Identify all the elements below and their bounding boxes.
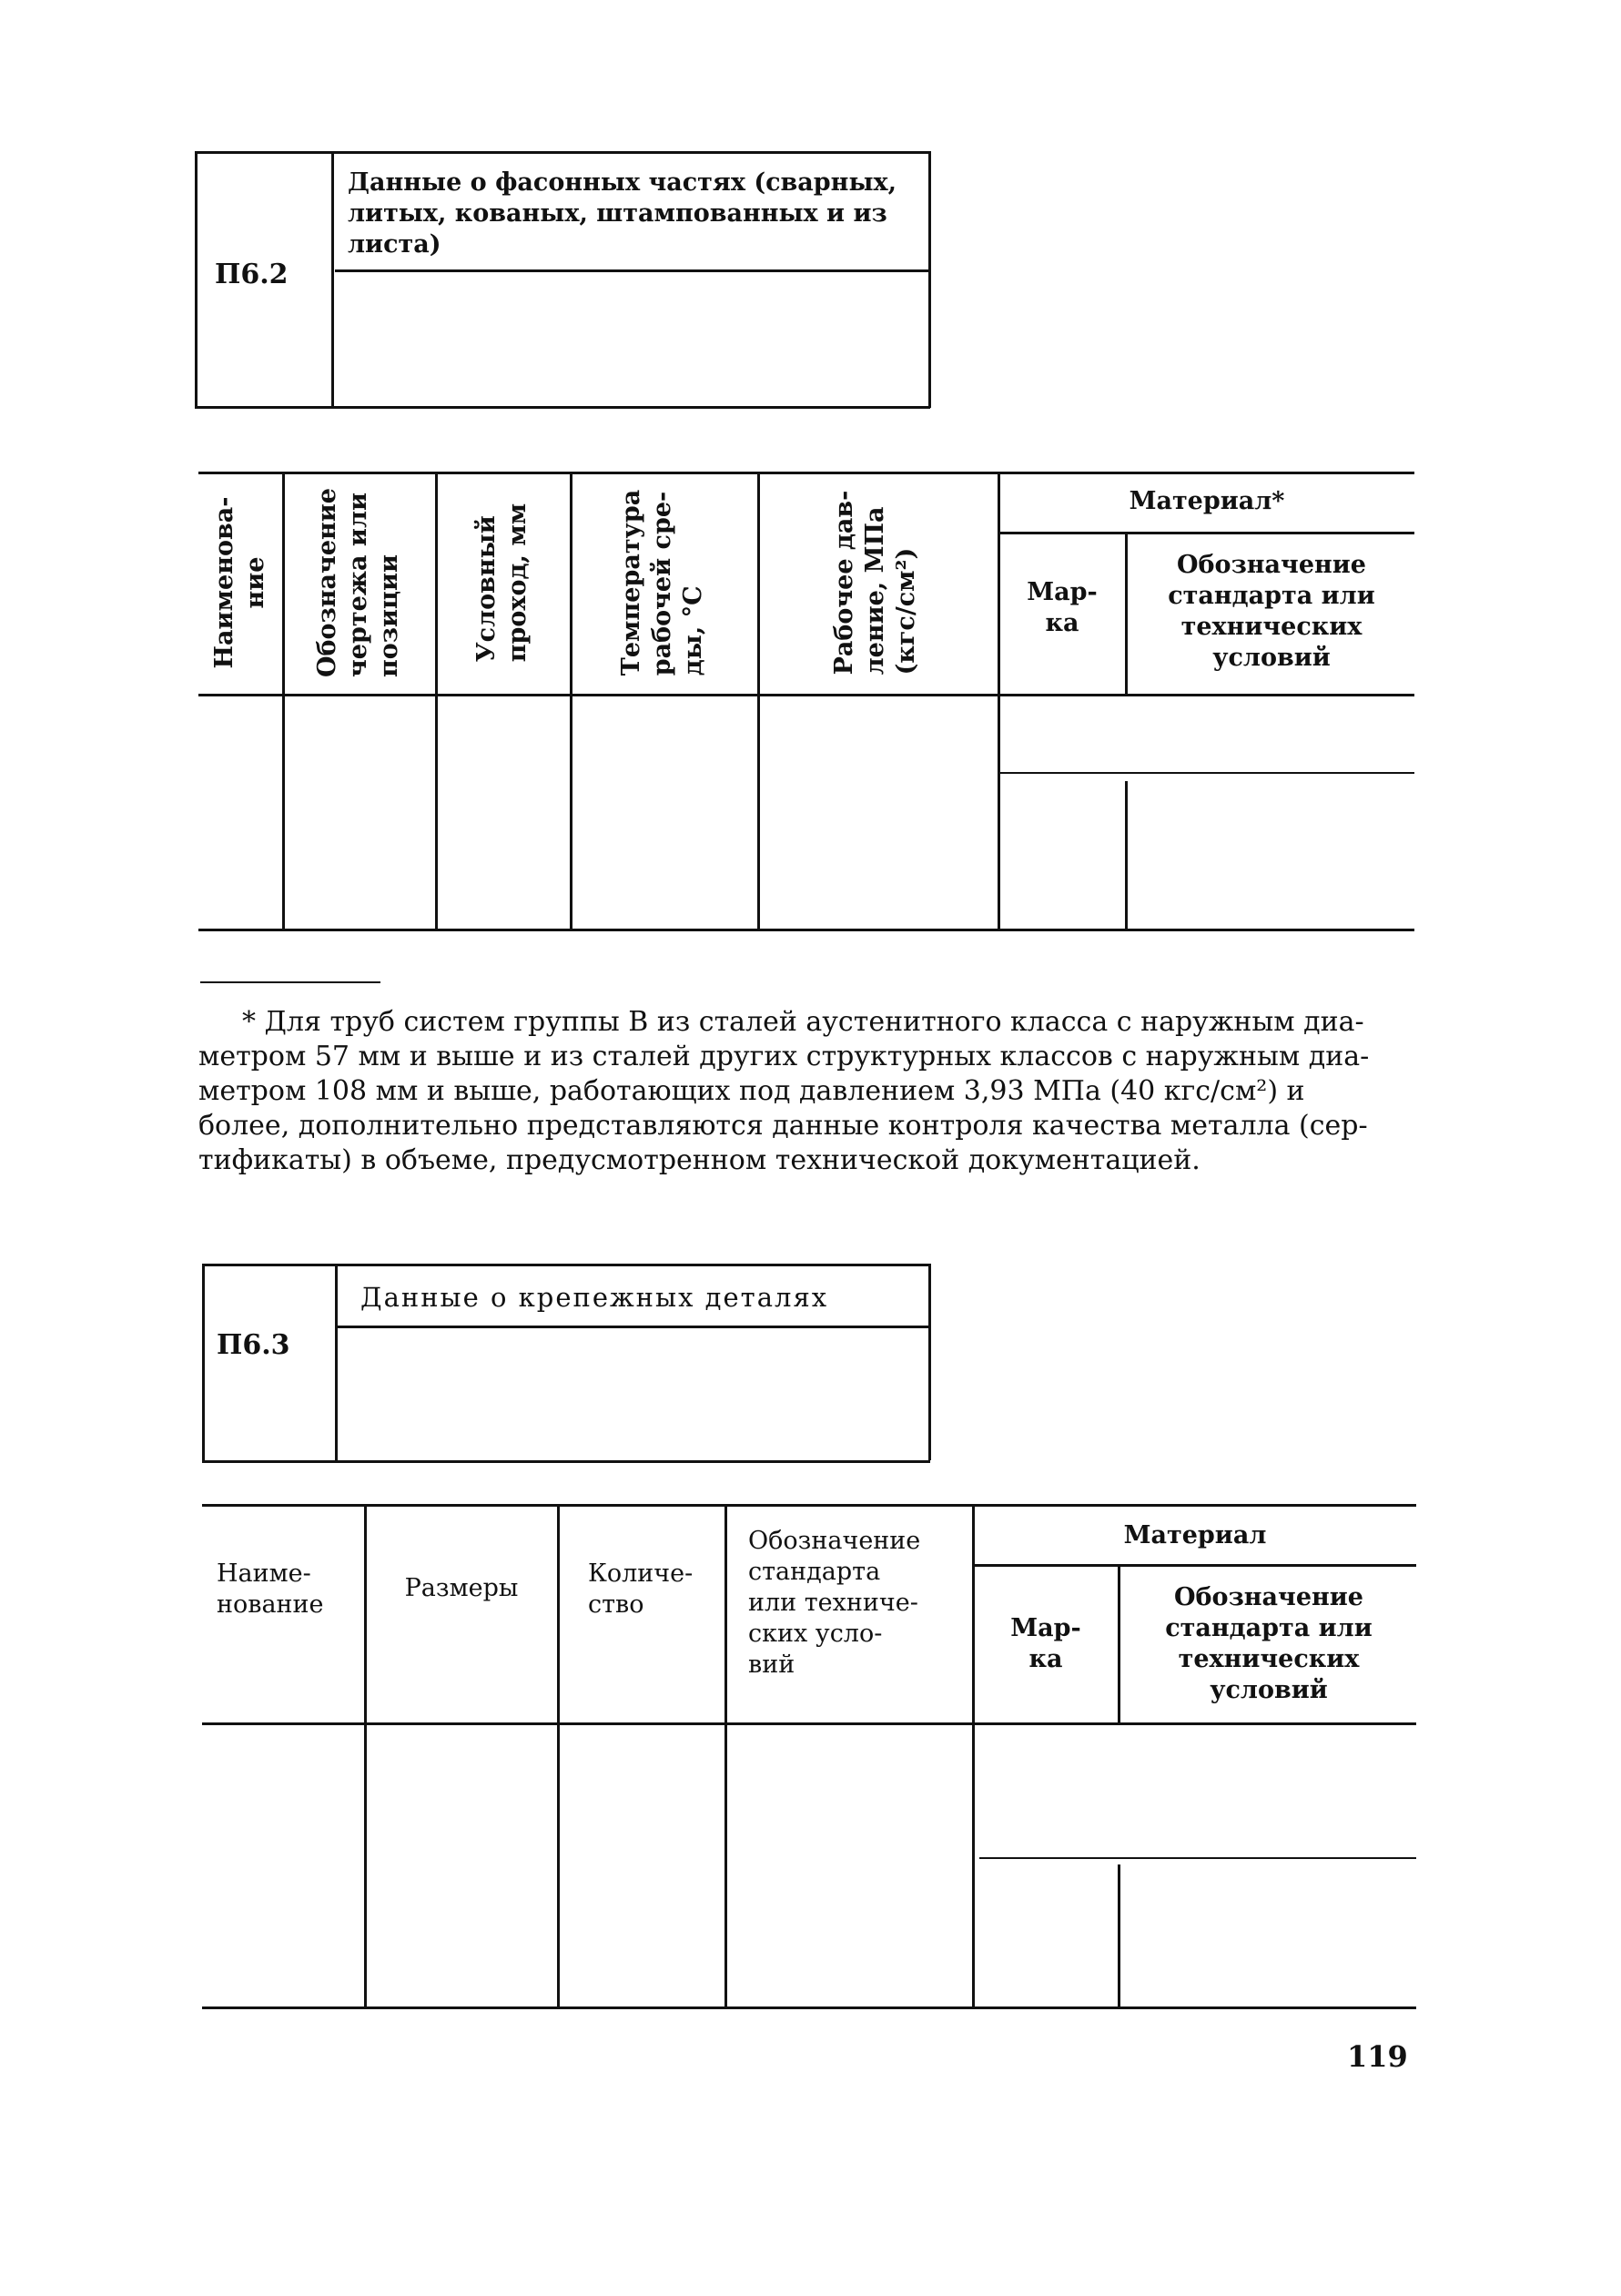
table2-standard-header: Обозначение стандарта или технических условий	[1165, 1583, 1373, 1704]
table2-material-header: Материал	[1123, 1521, 1267, 1549]
table1-material-header: Материал*	[1129, 487, 1285, 515]
section-p63-title: Данные о крепежных деталях	[360, 1282, 829, 1313]
table2-header-standard: Обозначение стандарта или техниче- ских усло- вий	[748, 1527, 921, 1679]
footnote: * Для труб систем группы В из сталей аустенитного класса с наружным диа- метром 57 мм и выше и из сталей других структурных классов с наружным диа- метром 108 мм и выше, работающих под давлением 3,93 МПа (40 кгс/см²) и более, дополнительно представляются данные контроля качества металла (сер- тификаты) в объеме, предусмотренном технической документацией.	[198, 1006, 1370, 1176]
section-p63-code: П6.3	[217, 1329, 290, 1361]
footnote-separator	[200, 981, 380, 983]
section-p62-title: Данные о фасонных частях (сварных, литых, кованых, штампованных и из листа)	[348, 168, 897, 259]
page-number: 119	[1347, 2039, 1408, 2074]
table1-marka-header: Мар- ка	[1027, 578, 1098, 637]
table2-header-quantity: Количе- ство	[588, 1559, 694, 1619]
table2-marka-header: Мар- ка	[1010, 1614, 1081, 1673]
table1-standard-header: Обозначение стандарта или технических условий	[1168, 551, 1375, 672]
table2-header-name: Наиме- нование	[217, 1559, 324, 1619]
section-p62-code: П6.2	[215, 259, 289, 290]
table2-header-sizes: Размеры	[404, 1574, 519, 1602]
